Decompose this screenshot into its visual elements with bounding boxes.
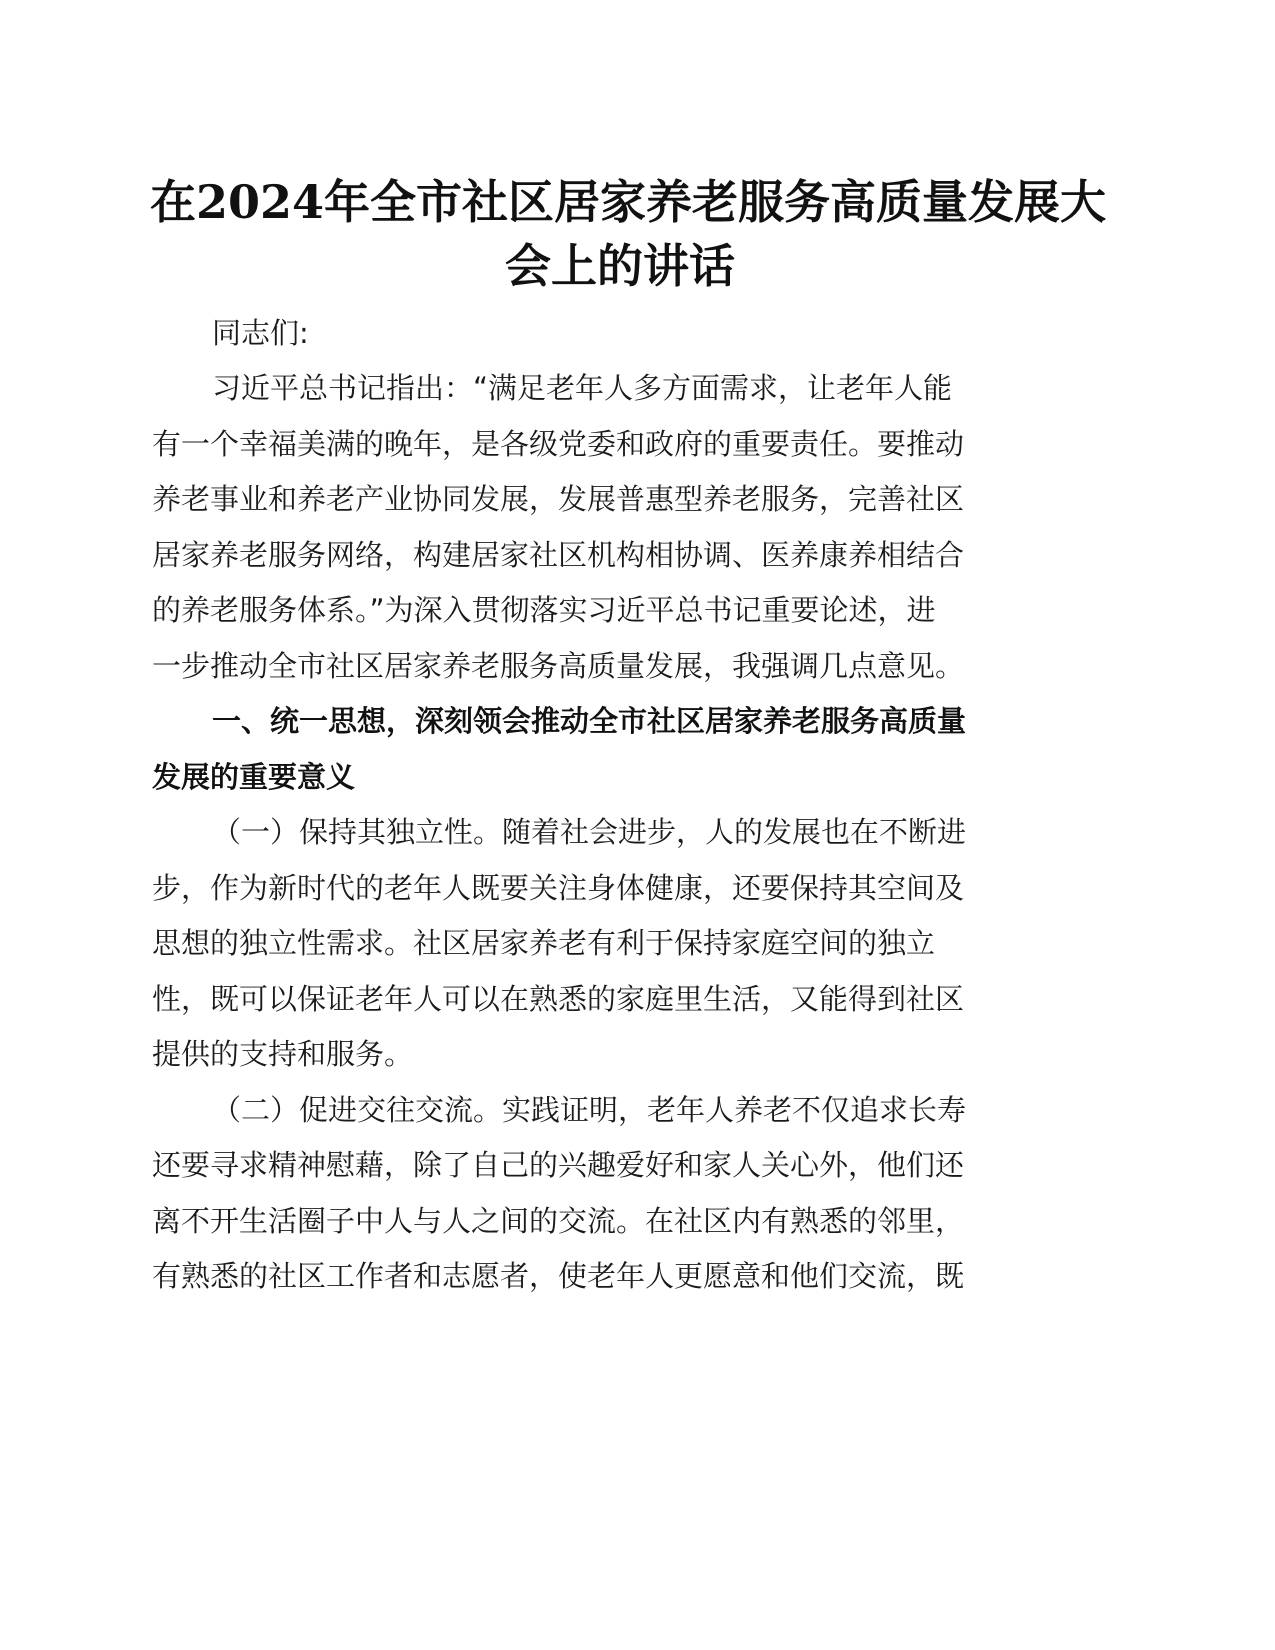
heading-1-line-1: 一、统一思想，深刻领会推动全市社区居家养老服务高质量	[212, 704, 967, 738]
intro-line-3: 养老事业和养老产业协同发展，发展普惠型养老服务，完善社区	[152, 482, 965, 516]
section-1-line-4: 性，既可以保证老年人可以在熟悉的家庭里生活，又能得到社区	[152, 982, 965, 1016]
section-2-line-3: 离不开生活圈子中人与人之间的交流。在社区内有熟悉的邻里，	[152, 1204, 965, 1238]
document-title	[150, 170, 1107, 298]
intro-line-2: 有一个幸福美满的晚年，是各级党委和政府的重要责任。要推动	[152, 427, 965, 461]
section-2-line-4: 有熟悉的社区工作者和志愿者，使老年人更愿意和他们交流，既	[152, 1259, 965, 1293]
salutation: 同志们:	[212, 316, 309, 350]
intro-line-4: 居家养老服务网络，构建居家社区机构相协调、医养康养相结合	[152, 538, 965, 572]
heading-1-line-2: 发展的重要意义	[152, 760, 356, 794]
title-line-1: 在2024年全市社区居家养老服务高质量发展大	[150, 175, 1107, 229]
section-1-line-3: 思想的独立性需求。社区居家养老有利于保持家庭空间的独立	[152, 926, 936, 960]
section-1-line-5: 提供的支持和服务。	[152, 1037, 414, 1071]
intro-line-5: 的养老服务体系。”为深入贯彻落实习近平总书记重要论述，进	[152, 593, 936, 627]
section-2-line-2: 还要寻求精神慰藉，除了自己的兴趣爱好和家人关心外，他们还	[152, 1148, 965, 1182]
title-line-2: 会上的讲话	[505, 239, 735, 293]
section-1-line-2: 步，作为新时代的老年人既要关注身体健康，还要保持其空间及	[152, 871, 965, 905]
intro-line-6: 一步推动全市社区居家养老服务高质量发展，我强调几点意见。	[152, 649, 965, 683]
intro-line-1: 习近平总书记指出：“满足老年人多方面需求，让老年人能	[212, 371, 953, 405]
section-1-line-1: （一）保持其独立性。随着社会进步，人的发展也在不断进	[212, 815, 967, 849]
section-2-line-1: （二）促进交往交流。实践证明，老年人养老不仅追求长寿	[212, 1093, 967, 1127]
